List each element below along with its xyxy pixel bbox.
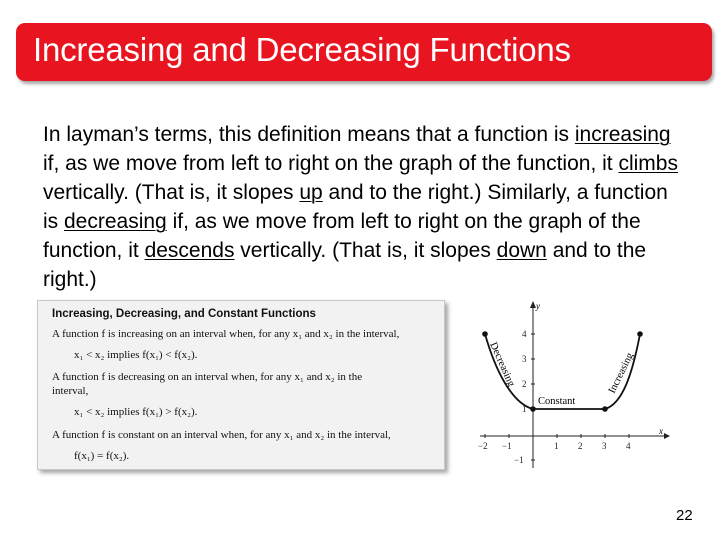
endpoint-dot [530,406,536,412]
constant-condition: f(x₁) = f(x₂). [74,450,130,462]
body-paragraph [43,120,683,294]
constant-label: Constant [538,396,576,407]
increasing-definition: A function f is increasing on an interval when, for any x₁ and x₂ in the interval, [52,328,400,340]
increasing-label: Increasing [606,351,636,396]
page-number: 22 [676,507,693,524]
increasing-condition: x₁ < x₂ implies f(x₁) < f(x₂). [74,349,198,361]
x-tick-label: 1 [554,441,559,451]
title-bar [16,23,712,81]
x-tick-label: 4 [626,441,631,451]
text-run: if, as we move from left to right on the graph of the function, it [43,152,619,175]
function-graph [452,296,672,474]
decreasing-definition-cont: interval, [52,385,89,397]
x-tick-label: −2 [478,441,488,451]
text-run: vertically. (That is, it slopes [234,239,497,262]
underlined-decreasing: decreasing [64,210,167,233]
y-tick-label: −1 [514,455,524,465]
y-tick-label: 3 [522,354,527,364]
y-tick-label: 4 [522,329,527,339]
x-axis-label: x [659,426,663,436]
endpoint-dot [637,331,643,337]
text-run: In layman’s terms, this definition means that a function is [43,123,575,146]
underlined-descends: descends [144,239,235,262]
y-tick-label: 1 [522,404,527,414]
y-tick-label: 2 [522,379,527,389]
text-run: if, as we move from left to right on the graph of the function, it [43,210,641,262]
definition-heading: Increasing, Decreasing, and Constant Functions [52,308,316,320]
x-tick-label: 3 [602,441,607,451]
constant-definition: A function f is constant on an interval when, for any x₁ and x₂ in the interval, [52,429,391,441]
y-axis-label: y [536,301,540,311]
underlined-increasing: increasing [574,123,671,146]
x-tick-label: 2 [578,441,583,451]
endpoint-dot [482,331,488,337]
endpoint-dot [602,406,608,412]
underlined-climbs: climbs [618,152,678,175]
decreasing-label: Decreasing [487,340,517,389]
text-run: and to the right.) Similarly, a function is [43,181,668,233]
underlined-up: up [299,181,323,204]
x-axis-arrow [664,433,670,439]
decreasing-condition: x₁ < x₂ implies f(x₁) > f(x₂). [74,406,198,418]
decreasing-definition: A function f is decreasing on an interval when, for any x₁ and x₂ in the [52,371,363,383]
text-run: and to the right.) [43,239,647,291]
underlined-down: down [496,239,547,262]
text-run: vertically. (That is, it slopes [43,181,300,204]
definition-box [37,300,445,470]
slide-title: Increasing and Decreasing Functions [33,31,571,68]
x-tick-label: −1 [502,441,512,451]
